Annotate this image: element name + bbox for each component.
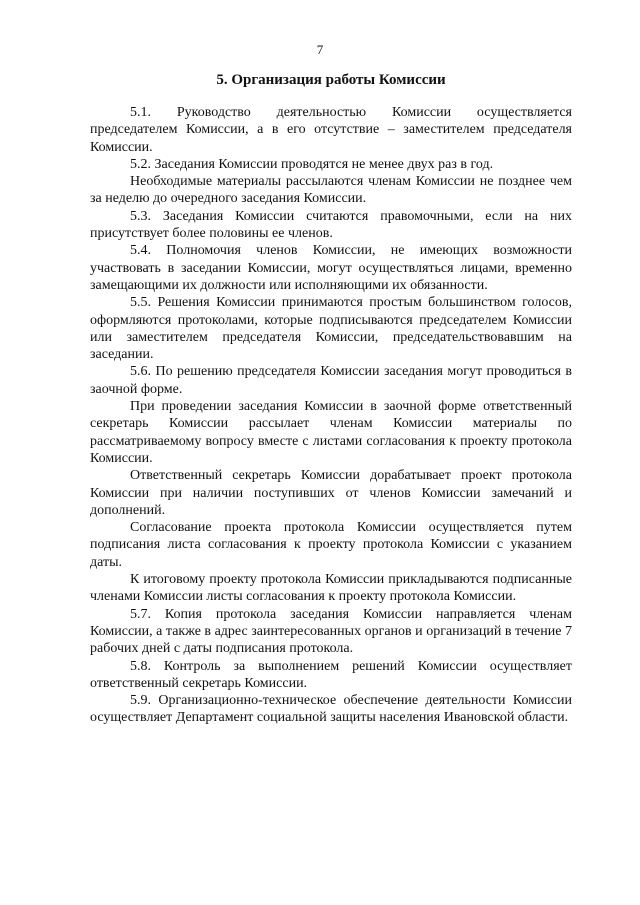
paragraph-5-4: 5.4. Полномочия членов Комиссии, не имеющих возможности участвовать в заседании Комиссии, могут осуществляться лицами, временно замещающими их должности или исполняющими их обязанности. <box>90 243 572 293</box>
paragraph-5-6-final: К итоговому проекту протокола Комиссии прикладываются подписанные членами Комиссии листы согласования к проекту протокола Комиссии. <box>90 572 572 605</box>
paragraph-5-3: 5.3. Заседания Комиссии считаются правомочными, если на них присутствует более половины ее членов. <box>90 208 572 242</box>
paragraph-5-9: 5.9. Организационно-техническое обеспечение деятельности Комиссии осуществляет Департамент социальной защиты населения Ивановской области. <box>90 693 572 726</box>
paragraph-5-7: 5.7. Копия протокола заседания Комиссии направляется членам Комиссии, а также в адрес заинтересованных органов и организаций в течение 7 рабочих дней с даты подписания протокола. <box>90 606 572 657</box>
paragraph-5-2: 5.2. Заседания Комиссии проводятся не менее двух раз в год. <box>130 156 494 172</box>
section-heading: 5. Организация работы Комиссии <box>216 72 446 88</box>
paragraph-5-6: 5.6. По решению председателя Комиссии заседания могут проводиться в заочной форме. <box>90 364 572 397</box>
page-number: 7 <box>316 42 324 57</box>
paragraph-5-6-secretary: Ответственный секретарь Комиссии дорабатывает проект протокола Комиссии при наличии поступивших от членов Комиссии замечаний и дополнений. <box>90 468 572 518</box>
section-body <box>90 104 572 727</box>
paragraph-5-5: 5.5. Решения Комиссии принимаются простым большинством голосов, оформляются протоколами, которые подписываются председателем Комиссии или заместителем председателя Комиссии, председательствовавшим на заседании. <box>90 295 572 363</box>
paragraph-5-8: 5.8. Контроль за выполнением решений Комиссии осуществляет ответственный секретарь Комиссии. <box>90 658 572 691</box>
paragraph-5-6-approval: Согласование проекта протокола Комиссии осуществляется путем подписания листа согласования к проекту протокола Комиссии с указанием даты. <box>90 520 572 570</box>
paragraph-5-2-materials: Необходимые материалы рассылаются членам Комиссии не позднее чем за неделю до очередного заседания Комиссии. <box>90 174 572 207</box>
paragraph-5-6-absentee: При проведении заседания Комиссии в заочной форме ответственный секретарь Комиссии рассылает членам Комиссии материалы по рассматриваемому вопросу вместе с листами согласования к проекту протокола Комиссии. <box>90 399 572 466</box>
paragraph-5-1: 5.1. Руководство деятельностью Комиссии осуществляется председателем Комиссии, а в его отсутствие – заместителем председателя Комиссии. <box>90 105 572 155</box>
